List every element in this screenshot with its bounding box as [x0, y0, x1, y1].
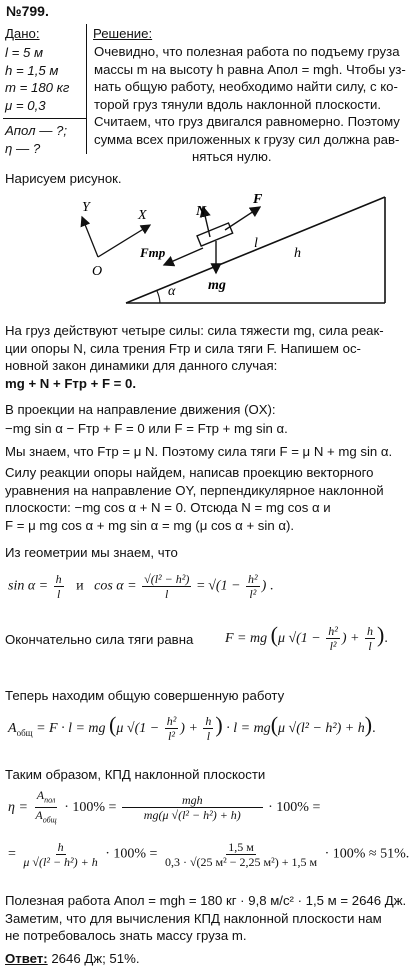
projection-ox-text: В проекции на направление движения (OX): [5, 402, 276, 417]
label-y: Y [82, 200, 90, 215]
label-x: X [138, 208, 147, 223]
force-f [225, 207, 260, 230]
formula-sin-cos: sin α = $\frac{h}{l}$ и cos α = $\frac{\text{√(l² − h²)}}{l}$ = √(1 − $\frac{\text{h²}}{\text{l²}}$ ) . [8, 572, 274, 601]
label-alpha: α [168, 284, 176, 299]
efficiency-text: Таким образом, КПД наклонной плоскости [5, 767, 266, 782]
text-line: массы m на высоту h равна Aпол = mgh. Чтобы уз- [94, 61, 406, 77]
text-line: Полезная работа Aпол = mgh = 180 кг · 9,8 м/с² · 1,5 м = 2646 Дж. [5, 893, 407, 908]
total-work-text: Теперь находим общую совершенную работу [5, 688, 285, 703]
geometry-text: Из геометрии мы знаем, что [5, 545, 178, 560]
figure-caption: Нарисуем рисунок. [5, 171, 122, 186]
cargo-block [197, 223, 233, 246]
useful-work-paragraph [5, 892, 406, 945]
text-line: уравнения на направление OY, перпендикулярное наклонной [5, 482, 384, 498]
given-item: m = 180 кг [5, 80, 70, 95]
given-divider [3, 118, 86, 119]
problem-number: №799. [6, 3, 49, 19]
text-line: нать общую работу, необходимо найти силу, с ко- [94, 79, 398, 94]
traction-text: Окончательно сила тяги равна [5, 632, 194, 647]
label-mg: mg [208, 278, 226, 293]
text-line: няться нулю. [192, 149, 272, 164]
label-ftr: Fтр [140, 245, 166, 260]
text-line: Силу реакции опоры найдем, написав проекцию векторного [5, 465, 374, 480]
axis-y [82, 217, 98, 257]
solution-intro [94, 43, 406, 166]
label-o: O [92, 264, 103, 279]
label-n: N [196, 204, 207, 219]
text-line: ции опоры N, сила трения Fтр и сила тяги F. Напишем ос- [5, 340, 361, 356]
normal-force-paragraph [5, 464, 384, 534]
given-item: h = 1,5 м [5, 62, 59, 78]
answer-label: Ответ: [5, 951, 48, 966]
text-line: торой груз тянули вдоль наклонной плоскости. [94, 96, 382, 112]
text-line: плоскости: −mg cos α + N = 0. Отсюда N = mg cos α и [5, 500, 331, 515]
given-item: l = 5 м [5, 45, 43, 60]
given-title: Дано: [5, 26, 40, 41]
text-line: Считаем, что груз двигался равномерно. Поэтому [94, 114, 400, 129]
label-l: l [254, 236, 258, 251]
solution-title: Решение: [93, 26, 153, 41]
answer-value: 2646 Дж; 51%. [51, 951, 140, 966]
text-line: не потребовалось знать массу груза m. [5, 928, 247, 943]
equation-newton: mg + N + Fтр + F = 0. [5, 375, 137, 391]
text-line: F = μ mg cos α + mg sin α = mg (μ cos α + sin α). [5, 517, 295, 533]
answer [5, 950, 139, 968]
label-f: F [253, 192, 263, 207]
unknown-item: Aпол — ?; [5, 123, 68, 138]
given-item: μ = 0,3 [5, 97, 46, 113]
text-line: новной закон динамики для данного случая: [5, 358, 278, 373]
formula-traction: F = mg (μ √(1 − $\frac{\text{h²}}{\text{l²}}$ ) + $\frac{h}{l}$ ). [225, 622, 388, 654]
force-ftr [164, 248, 203, 265]
unknown-item: η — ? [5, 140, 41, 156]
formula-efficiency-2: = $\frac{h}{\text{μ √(l² − h²) + h}}$ · 100% = $\frac{1,5 м}{\text{0,3 · √(25 м² − 2,25 м²) + 1,5 м}}$ · 100% ≈ 51%. [8, 840, 409, 869]
text-line: Очевидно, что полезная работа по подъему груза [94, 44, 400, 59]
label-h: h [294, 246, 301, 261]
formula-efficiency-1: η = $\frac{A_{пол}}{A_{общ}}$ · 100% = $\frac{\text{mgh}}{\text{mg(μ √(l² − h²) + h)}}$ · 100% = [8, 788, 321, 825]
text-line: Заметим, что для вычисления КПД наклонной плоскости нам [5, 910, 382, 926]
angle-arc [157, 291, 160, 303]
forces-paragraph [5, 322, 384, 392]
incline-figure [60, 185, 395, 310]
text-line: На груз действуют четыре силы: сила тяжести mg, сила реак- [5, 323, 384, 338]
formula-total-work: $A_{общ} = F \cdot l$ = mg (μ √(1 − $\frac{\text{h²}}{\text{l²}}$ ) + $\frac{h}{l}$ ) · l = mg(μ √(l² − h²) + h). [8, 712, 376, 744]
header-divider [86, 24, 87, 154]
unknowns-list [5, 122, 67, 157]
friction-text: Мы знаем, что Fтр = μ N. Поэтому сила тяги F = μ N + mg sin α. [5, 444, 393, 459]
equation-ox: −mg sin α − Fтр + F = 0 или F = Fтр + mg sin α. [5, 421, 288, 436]
text-line: сумма всех приложенных к грузу сил должна рав- [94, 131, 400, 147]
given-list [5, 44, 69, 114]
